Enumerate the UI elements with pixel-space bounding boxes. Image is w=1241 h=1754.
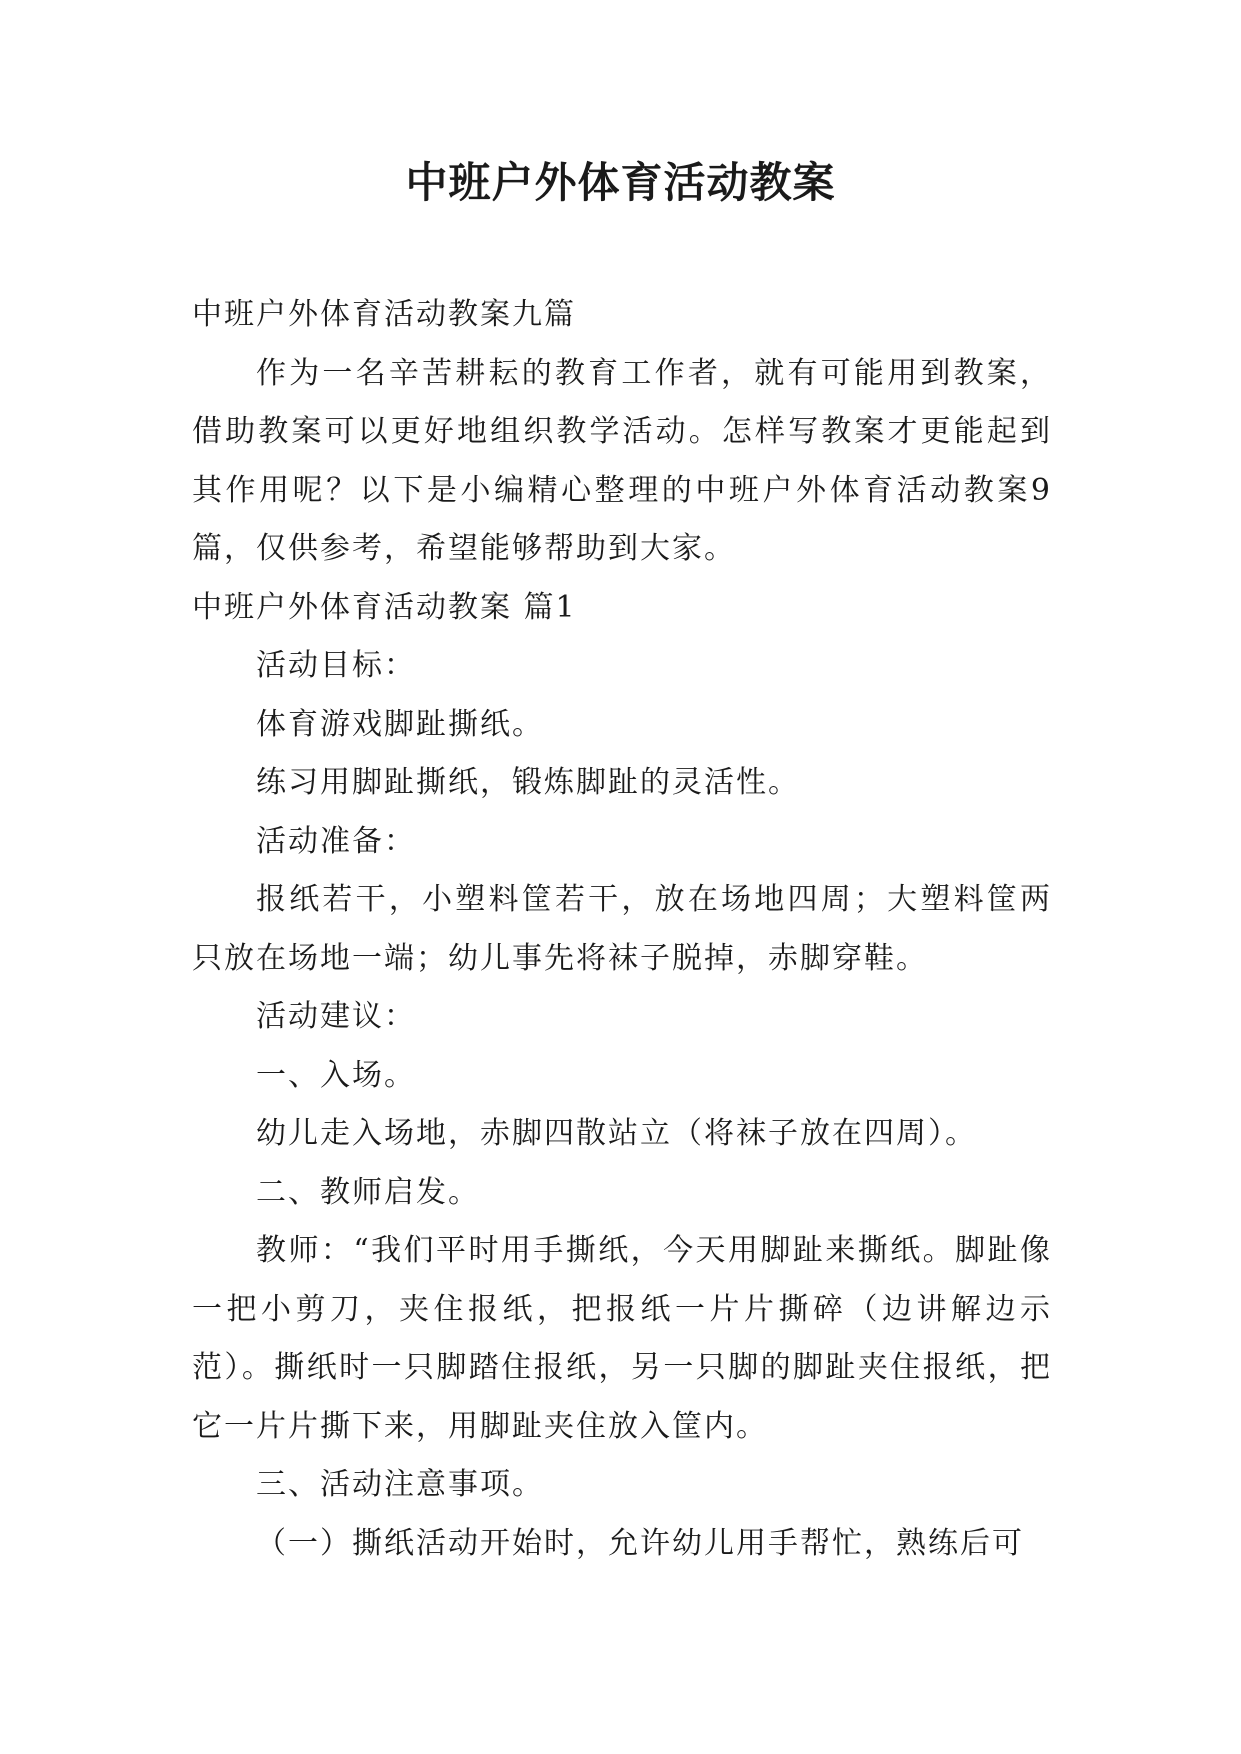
paragraph: 体育游戏脚趾撕纸。 [256, 706, 544, 742]
document-body [192, 286, 1052, 1573]
paragraph: 练习用脚趾撕纸，锻炼脚趾的灵活性。 [256, 765, 800, 800]
paragraph-intro: 作为一名辛苦耕耘的教育工作者，就有可能用到教案，借助教案可以更好地组织教学活动。怎样写教案才更能起到其作用呢？以下是小编精心整理的中班户外体育活动教案9篇，仅供参考，希望能够帮助到大家。 [192, 355, 1052, 566]
document-title: 中班户外体育活动教案 [405, 158, 836, 207]
paragraph: 三、活动注意事项。 [256, 1467, 544, 1502]
paragraph: 活动准备： [256, 823, 416, 859]
paragraph: 幼儿走入场地，赤脚四散站立（将袜子放在四周）。 [256, 1116, 977, 1151]
paragraph: 二、教师启发。 [256, 1174, 480, 1210]
paragraph: 报纸若干，小塑料筐若干，放在场地四周；大塑料筐两只放在场地一端；幼儿事先将袜子脱掉，赤脚穿鞋。 [192, 882, 1052, 976]
paragraph: 教师：“我们平时用手撕纸，今天用脚趾来撕纸。脚趾像一把小剪刀，夹住报纸，把报纸一片片撕碎（边讲解边示范）。撕纸时一只脚踏住报纸，另一只脚的脚趾夹住报纸，把它一片片撕下来，用脚趾夹住放入筐内。 [192, 1233, 1052, 1444]
paragraph-subtitle: 中班户外体育活动教案九篇 [192, 297, 576, 332]
section-heading: 中班户外体育活动教案 篇1 [192, 589, 577, 625]
paragraph: 活动建议： [256, 999, 416, 1034]
paragraph: （一）撕纸活动开始时，允许幼儿用手帮忙，熟练后可 [256, 1525, 1024, 1561]
paragraph: 一、入场。 [256, 1057, 416, 1093]
paragraph: 活动目标： [256, 648, 416, 683]
